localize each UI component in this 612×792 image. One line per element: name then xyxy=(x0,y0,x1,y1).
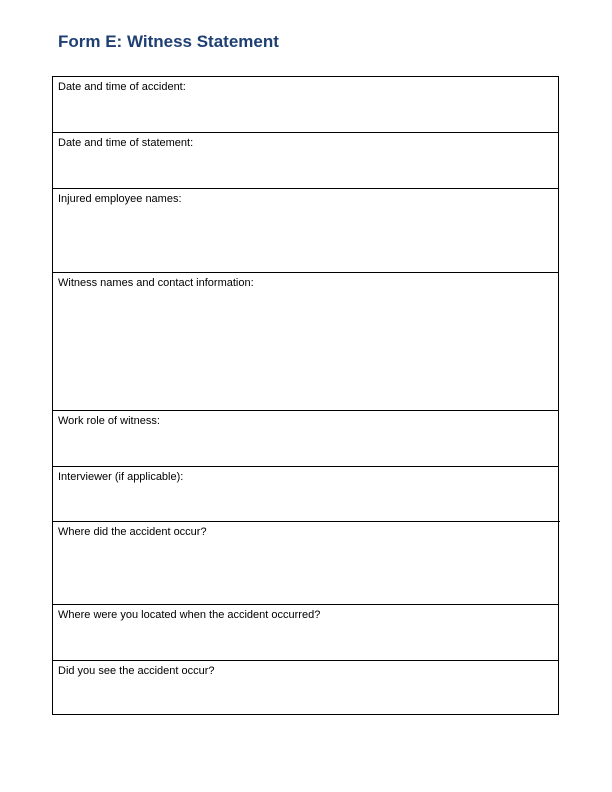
field-row-injured-employees xyxy=(53,188,558,272)
field-label: Where did the accident occur? xyxy=(58,526,207,538)
witness-statement-table xyxy=(52,76,559,715)
field-label: Did you see the accident occur? xyxy=(58,665,215,677)
witness-contact-info-field[interactable] xyxy=(53,273,558,411)
field-label: Work role of witness: xyxy=(58,415,160,427)
field-row-accident-location xyxy=(53,521,558,605)
field-row-statement-datetime xyxy=(53,132,558,188)
field-label: Where were you located when the accident occurred? xyxy=(58,609,321,621)
field-row-witness-location xyxy=(53,604,558,660)
field-label: Date and time of accident: xyxy=(58,81,186,93)
form-title: Form E: Witness Statement xyxy=(58,32,279,51)
field-row-witness-contacts xyxy=(53,272,558,411)
field-label: Witness names and contact information: xyxy=(58,277,254,289)
field-row-work-role xyxy=(53,410,558,466)
field-label: Injured employee names: xyxy=(58,193,182,205)
field-label: Interviewer (if applicable): xyxy=(58,471,184,483)
field-label: Date and time of statement: xyxy=(58,137,194,149)
field-row-saw-accident xyxy=(53,660,558,716)
field-row-accident-datetime xyxy=(53,77,558,133)
border-tick xyxy=(558,521,560,522)
field-row-interviewer xyxy=(53,466,558,522)
